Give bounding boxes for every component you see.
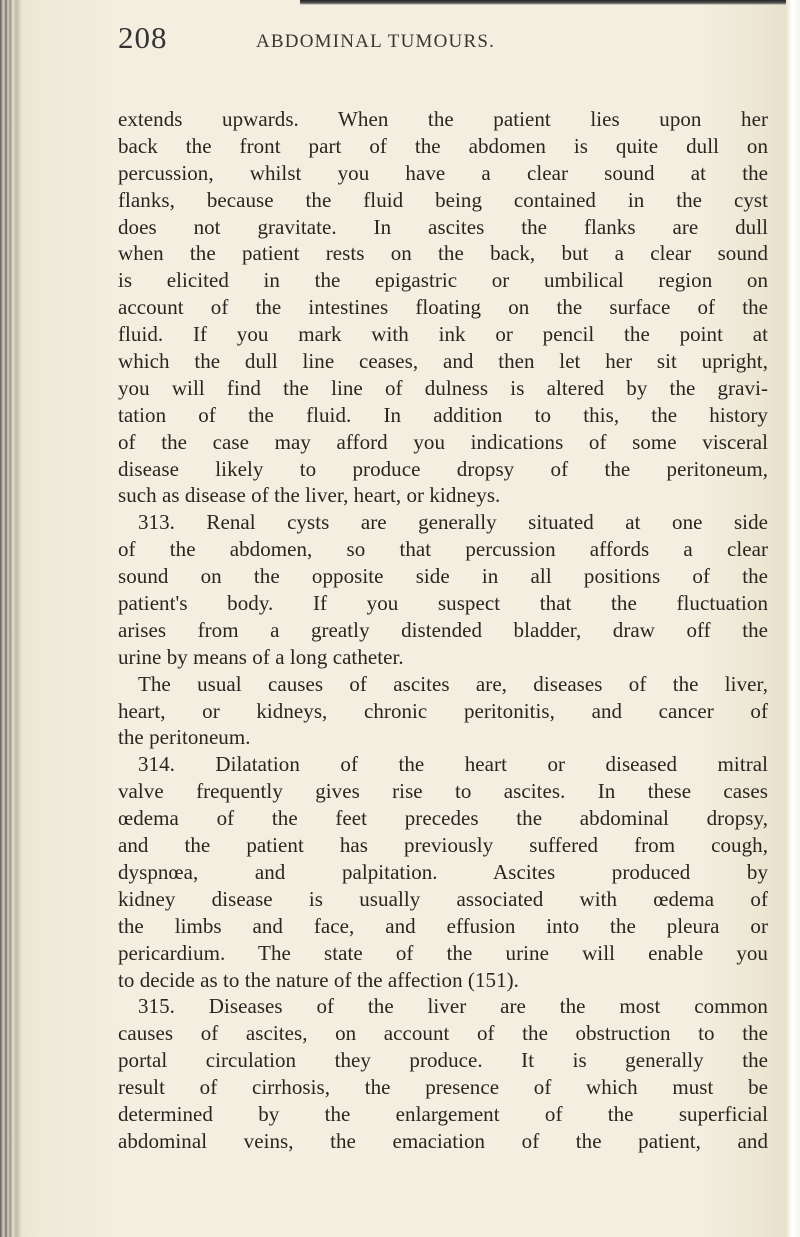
- text-line: the limbs and face, and effusion into the pleura or: [118, 913, 768, 938]
- text-line: heart, or kidneys, chronic peritonitis, and cancer of: [118, 698, 768, 723]
- text-line: valve frequently gives rise to ascites. In these cases: [118, 779, 768, 804]
- text-line: back the front part of the abdomen is quite dull on: [118, 133, 768, 158]
- text-line: abdominal veins, the emaciation of the patient, and: [118, 1128, 768, 1153]
- scan-margin: [786, 0, 800, 1237]
- text-line: you will find the line of dulness is altered by the gravi-: [118, 375, 768, 400]
- text-line: to decide as to the nature of the affection (151).: [118, 967, 519, 992]
- page-header: [118, 20, 758, 64]
- text-line: arises from a greatly distended bladder, draw off the: [118, 617, 768, 642]
- text-line: urine by means of a long catheter.: [118, 644, 404, 669]
- text-line: pericardium. The state of the urine will enable you: [118, 940, 768, 965]
- text-line: of the abdomen, so that percussion affords a clear: [118, 537, 768, 562]
- text-line: fluid. If you mark with ink or pencil the point at: [118, 322, 768, 347]
- top-edge-shadow: [300, 0, 788, 5]
- text-line: the peritoneum.: [118, 725, 251, 750]
- text-line: is elicited in the epigastric or umbilical region on: [118, 268, 768, 293]
- page-number: 208: [118, 20, 168, 55]
- text-line: which the dull line ceases, and then let her sit upright,: [118, 349, 768, 374]
- paragraph-causes-start: The usual causes of ascites are, diseases of the liver,: [138, 671, 768, 696]
- text-line: of the case may afford you indications of some visceral: [118, 429, 768, 454]
- body-text: [118, 106, 768, 1155]
- text-line: such as disease of the liver, heart, or kidneys.: [118, 483, 501, 508]
- text-line: kidney disease is usually associated with œdema of: [118, 886, 768, 911]
- text-line: patient's body. If you suspect that the fluctuation: [118, 591, 768, 616]
- text-line: extends upwards. When the patient lies upon her: [118, 107, 768, 131]
- text-line: determined by the enlargement of the superficial: [118, 1101, 768, 1126]
- book-binding-edge: [0, 0, 22, 1237]
- text-line: causes of ascites, on account of the obstruction to the: [118, 1021, 768, 1046]
- paragraph-315-start: 315. Diseases of the liver are the most common: [138, 994, 768, 1019]
- text-line: result of cirrhosis, the presence of which must be: [118, 1075, 768, 1100]
- text-line: sound on the opposite side in all positions of the: [118, 564, 768, 589]
- text-line: does not gravitate. In ascites the flanks are dull: [118, 214, 768, 239]
- paragraph-314-start: 314. Dilatation of the heart or diseased mitral: [138, 752, 768, 777]
- text-line: percussion, whilst you have a clear sound at the: [118, 160, 768, 185]
- running-head: ABDOMINAL TUMOURS.: [256, 31, 496, 52]
- text-line: and the patient has previously suffered from cough,: [118, 833, 768, 858]
- text-line: when the patient rests on the back, but a clear sound: [118, 241, 768, 266]
- text-line: disease likely to produce dropsy of the peritoneum,: [118, 456, 768, 481]
- text-line: tation of the fluid. In addition to this, the history: [118, 402, 768, 427]
- text-line: dyspnœa, and palpitation. Ascites produced by: [118, 859, 768, 884]
- text-line: account of the intestines floating on the surface of the: [118, 295, 768, 320]
- text-line: portal circulation they produce. It is generally the: [118, 1048, 768, 1073]
- paragraph-313-start: 313. Renal cysts are generally situated at one side: [138, 510, 768, 535]
- text-line: œdema of the feet precedes the abdominal dropsy,: [118, 806, 768, 831]
- text-line: flanks, because the fluid being contained in the cyst: [118, 187, 768, 212]
